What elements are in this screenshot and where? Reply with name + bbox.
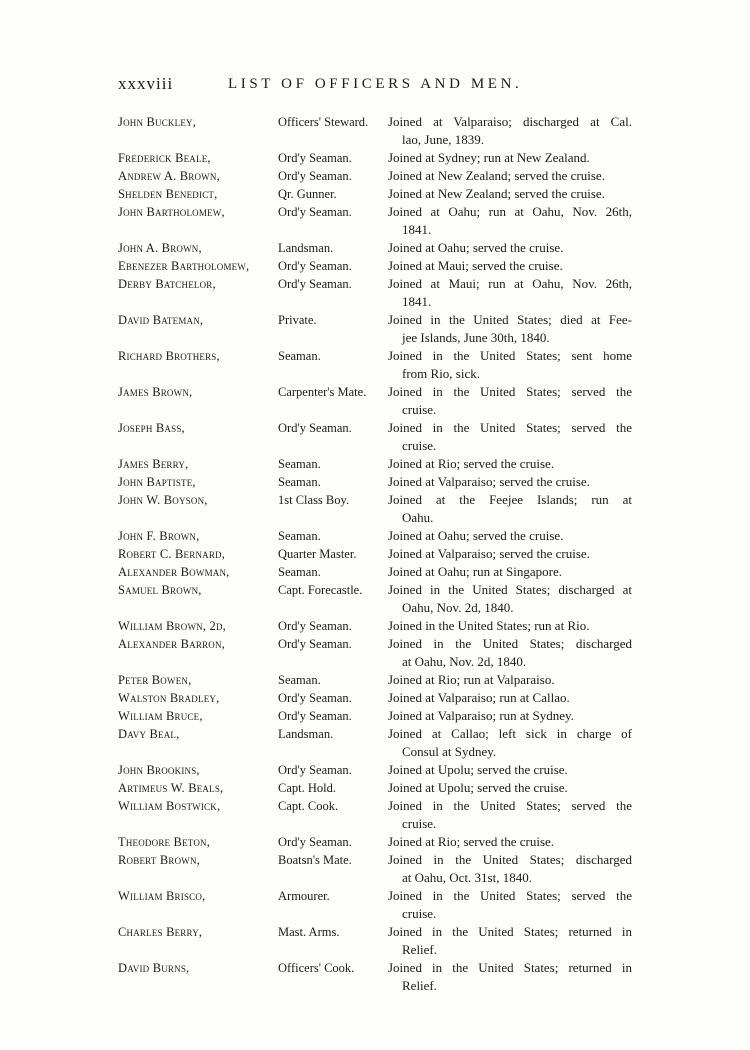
crew-name: Joseph Bass, <box>118 421 185 435</box>
remark-line: Joined in the United States; discharged <box>388 636 632 651</box>
crew-name: Derby Batchelor, <box>118 277 216 291</box>
crew-rank: Ord'y Seaman. <box>278 205 352 219</box>
crew-rank: Ord'y Seaman. <box>278 637 352 651</box>
remark-line: 1841. <box>402 222 432 237</box>
remark-line: Joined at New Zealand; served the cruise. <box>388 168 605 183</box>
crew-rank: 1st Class Boy. <box>278 493 350 507</box>
list-entry <box>118 797 638 833</box>
crew-name: Alexander Bowman, <box>118 565 230 579</box>
crew-rank: Officers' Cook. <box>278 961 355 975</box>
list-entry <box>118 239 638 257</box>
list-entry <box>118 275 638 311</box>
list-entry <box>118 203 638 239</box>
crew-remark <box>388 455 632 473</box>
remark-line: Joined at Rio; served the cruise. <box>388 456 555 471</box>
crew-remark <box>388 311 632 347</box>
crew-name: Artimeus W. Beals, <box>118 781 224 795</box>
remark-line: cruise. <box>402 816 437 831</box>
crew-rank: Landsman. <box>278 727 334 741</box>
remark-line: Joined at Maui; run at Oahu, Nov. 26th, <box>388 276 632 291</box>
crew-rank: Seaman. <box>278 475 321 489</box>
remark-line: at Oahu, Nov. 2d, 1840. <box>402 654 527 669</box>
list-entry <box>118 779 638 797</box>
list-entry <box>118 707 638 725</box>
list-entry <box>118 833 638 851</box>
remark-line: jee Islands, June 30th, 1840. <box>402 330 550 345</box>
crew-name: David Burns, <box>118 961 190 975</box>
crew-remark <box>388 851 632 887</box>
list-entry <box>118 185 638 203</box>
crew-name: John Baptiste, <box>118 475 196 489</box>
list-entry <box>118 671 638 689</box>
crew-remark <box>388 635 632 671</box>
remark-line: Relief. <box>402 978 438 993</box>
remark-line: Joined at Rio; served the cruise. <box>388 834 555 849</box>
remark-line: lao, June, 1839. <box>402 132 484 147</box>
crew-remark <box>388 779 632 797</box>
crew-name: Shelden Benedict, <box>118 187 218 201</box>
remark-line: Oahu. <box>402 510 434 525</box>
remark-line: at Oahu, Oct. 31st, 1840. <box>402 870 532 885</box>
crew-rank: Ord'y Seaman. <box>278 277 352 291</box>
list-entry <box>118 689 638 707</box>
page-header <box>118 74 638 104</box>
remark-line: Joined at Oahu; run at Oahu, Nov. 26th, <box>388 204 632 219</box>
crew-name: William Bruce, <box>118 709 203 723</box>
remark-line: Joined at Maui; served the cruise. <box>388 258 563 273</box>
crew-rank: Capt. Hold. <box>278 781 336 795</box>
crew-rank: Ord'y Seaman. <box>278 421 352 435</box>
crew-name: Alexander Barron, <box>118 637 226 651</box>
crew-remark <box>388 581 632 617</box>
crew-name: David Bateman, <box>118 313 204 327</box>
crew-name: John Bartholomew, <box>118 205 225 219</box>
remark-line: Joined at Callao; left sick in charge of <box>388 726 632 741</box>
remark-line: Joined at Upolu; served the cruise. <box>388 762 568 777</box>
crew-rank: Carpenter's Mate. <box>278 385 367 399</box>
remark-line: Joined in the United States; died at Fee- <box>388 312 632 327</box>
list-entry <box>118 347 638 383</box>
crew-name: Peter Bowen, <box>118 673 192 687</box>
crew-rank: Seaman. <box>278 529 321 543</box>
list-entry <box>118 563 638 581</box>
crew-rank: Mast. Arms. <box>278 925 340 939</box>
remark-line: Joined at Valparaiso; served the cruise. <box>388 474 590 489</box>
crew-remark <box>388 707 632 725</box>
crew-name: Charles Berry, <box>118 925 203 939</box>
running-title: LIST OF OFFICERS AND MEN. <box>228 76 523 92</box>
list-entry <box>118 455 638 473</box>
remark-line: cruise. <box>402 402 437 417</box>
crew-remark <box>388 491 632 527</box>
crew-remark <box>388 149 632 167</box>
remark-line: Joined in the United States; discharged <box>388 852 632 867</box>
remark-line: Joined in the United States; discharged at <box>388 582 632 597</box>
crew-remark <box>388 203 632 239</box>
remark-line: Joined in the United States; sent home <box>388 348 632 363</box>
remark-line: Joined in the United States; served the <box>388 420 632 435</box>
remark-line: Joined at Upolu; served the cruise. <box>388 780 568 795</box>
list-entry <box>118 167 638 185</box>
crew-name: William Bostwick, <box>118 799 221 813</box>
remark-line: Joined in the United States; returned in <box>388 924 632 939</box>
crew-remark <box>388 617 632 635</box>
crew-rank: Boatsn's Mate. <box>278 853 352 867</box>
remark-line: Joined at Valparaiso; discharged at Cal. <box>388 114 632 129</box>
crew-name: Robert C. Bernard, <box>118 547 226 561</box>
remark-line: Joined at Oahu; served the cruise. <box>388 528 564 543</box>
crew-rank: Landsman. <box>278 241 334 255</box>
crew-name: John Buckley, <box>118 115 197 129</box>
crew-rank: Capt. Forecastle. <box>278 583 363 597</box>
crew-name: Frederick Beale, <box>118 151 211 165</box>
list-entry <box>118 545 638 563</box>
crew-rank: Seaman. <box>278 349 321 363</box>
remark-line: cruise. <box>402 438 437 453</box>
crew-remark <box>388 347 632 383</box>
remark-line: Joined in the United States; served the <box>388 798 632 813</box>
crew-rank: Officers' Steward. <box>278 115 369 129</box>
list-entry <box>118 923 638 959</box>
list-entry <box>118 959 638 995</box>
crew-name: Richard Brothers, <box>118 349 220 363</box>
crew-remark <box>388 923 632 959</box>
crew-rank: Ord'y Seaman. <box>278 835 352 849</box>
crew-remark <box>388 527 632 545</box>
remark-line: Joined in the United States; returned in <box>388 960 632 975</box>
crew-rank: Ord'y Seaman. <box>278 763 352 777</box>
crew-remark <box>388 383 632 419</box>
crew-rank: Quarter Master. <box>278 547 357 561</box>
crew-list <box>118 113 638 995</box>
crew-name: Theodore Beton, <box>118 835 211 849</box>
remark-line: Joined at New Zealand; served the cruise. <box>388 186 605 201</box>
crew-rank: Ord'y Seaman. <box>278 691 352 705</box>
crew-name: John Brookins, <box>118 763 200 777</box>
crew-name: James Berry, <box>118 457 189 471</box>
list-entry <box>118 887 638 923</box>
crew-rank: Ord'y Seaman. <box>278 709 352 723</box>
crew-remark <box>388 185 632 203</box>
crew-remark <box>388 419 632 455</box>
remark-line: Joined at Oahu; served the cruise. <box>388 240 564 255</box>
remark-line: Joined at Valparaiso; run at Callao. <box>388 690 570 705</box>
crew-remark <box>388 545 632 563</box>
crew-remark <box>388 473 632 491</box>
list-entry <box>118 491 638 527</box>
crew-rank: Ord'y Seaman. <box>278 619 352 633</box>
remark-line: Relief. <box>402 942 438 957</box>
list-entry <box>118 311 638 347</box>
crew-name: William Brisco, <box>118 889 206 903</box>
remark-line: Consul at Sydney. <box>402 744 497 759</box>
remark-line: Joined at Valparaiso; run at Sydney. <box>388 708 574 723</box>
crew-rank: Armourer. <box>278 889 330 903</box>
crew-remark <box>388 833 632 851</box>
crew-name: Walston Bradley, <box>118 691 220 705</box>
crew-remark <box>388 167 632 185</box>
remark-line: Joined at Oahu; run at Singapore. <box>388 564 563 579</box>
list-entry <box>118 581 638 617</box>
list-entry <box>118 851 638 887</box>
list-entry <box>118 617 638 635</box>
crew-name: John W. Boyson, <box>118 493 208 507</box>
crew-name: Andrew A. Brown, <box>118 169 220 183</box>
crew-rank: Seaman. <box>278 457 321 471</box>
remark-line: Joined at the Feejee Islands; run at <box>388 492 632 507</box>
remark-line: Joined at Rio; run at Valparaiso. <box>388 672 555 687</box>
remark-line: cruise. <box>402 906 437 921</box>
list-entry <box>118 527 638 545</box>
crew-remark <box>388 887 632 923</box>
list-entry <box>118 419 638 455</box>
remark-line: 1841. <box>402 294 432 309</box>
crew-remark <box>388 275 632 311</box>
list-entry <box>118 761 638 779</box>
crew-remark <box>388 761 632 779</box>
crew-name: John F. Brown, <box>118 529 200 543</box>
crew-name: James Brown, <box>118 385 193 399</box>
crew-rank: Seaman. <box>278 565 321 579</box>
crew-rank: Private. <box>278 313 317 327</box>
remark-line: Oahu, Nov. 2d, 1840. <box>402 600 514 615</box>
crew-rank: Seaman. <box>278 673 321 687</box>
crew-name: Samuel Brown, <box>118 583 202 597</box>
crew-remark <box>388 563 632 581</box>
crew-remark <box>388 113 632 149</box>
remark-line: Joined in the United States; run at Rio. <box>388 618 590 633</box>
crew-remark <box>388 239 632 257</box>
crew-name: Davy Beal, <box>118 727 180 741</box>
crew-name: Robert Brown, <box>118 853 200 867</box>
page-number: xxxviii <box>118 74 174 93</box>
list-entry <box>118 383 638 419</box>
crew-remark <box>388 959 632 995</box>
crew-rank: Ord'y Seaman. <box>278 151 352 165</box>
list-entry <box>118 725 638 761</box>
list-entry <box>118 257 638 275</box>
crew-remark <box>388 797 632 833</box>
list-entry <box>118 113 638 149</box>
list-entry <box>118 149 638 167</box>
crew-name: John A. Brown, <box>118 241 202 255</box>
crew-name: William Brown, 2d, <box>118 619 226 633</box>
crew-remark <box>388 689 632 707</box>
remark-line: Joined at Sydney; run at New Zealand. <box>388 150 590 165</box>
crew-rank: Qr. Gunner. <box>278 187 337 201</box>
crew-remark <box>388 671 632 689</box>
crew-rank: Capt. Cook. <box>278 799 339 813</box>
crew-name: Ebenezer Bartholomew, <box>118 259 250 273</box>
crew-remark <box>388 257 632 275</box>
crew-rank: Ord'y Seaman. <box>278 259 352 273</box>
crew-rank: Ord'y Seaman. <box>278 169 352 183</box>
remark-line: from Rio, sick. <box>402 366 480 381</box>
remark-line: Joined in the United States; served the <box>388 888 632 903</box>
remark-line: Joined at Valparaiso; served the cruise. <box>388 546 590 561</box>
list-entry <box>118 473 638 491</box>
crew-remark <box>388 725 632 761</box>
list-entry <box>118 635 638 671</box>
remark-line: Joined in the United States; served the <box>388 384 632 399</box>
